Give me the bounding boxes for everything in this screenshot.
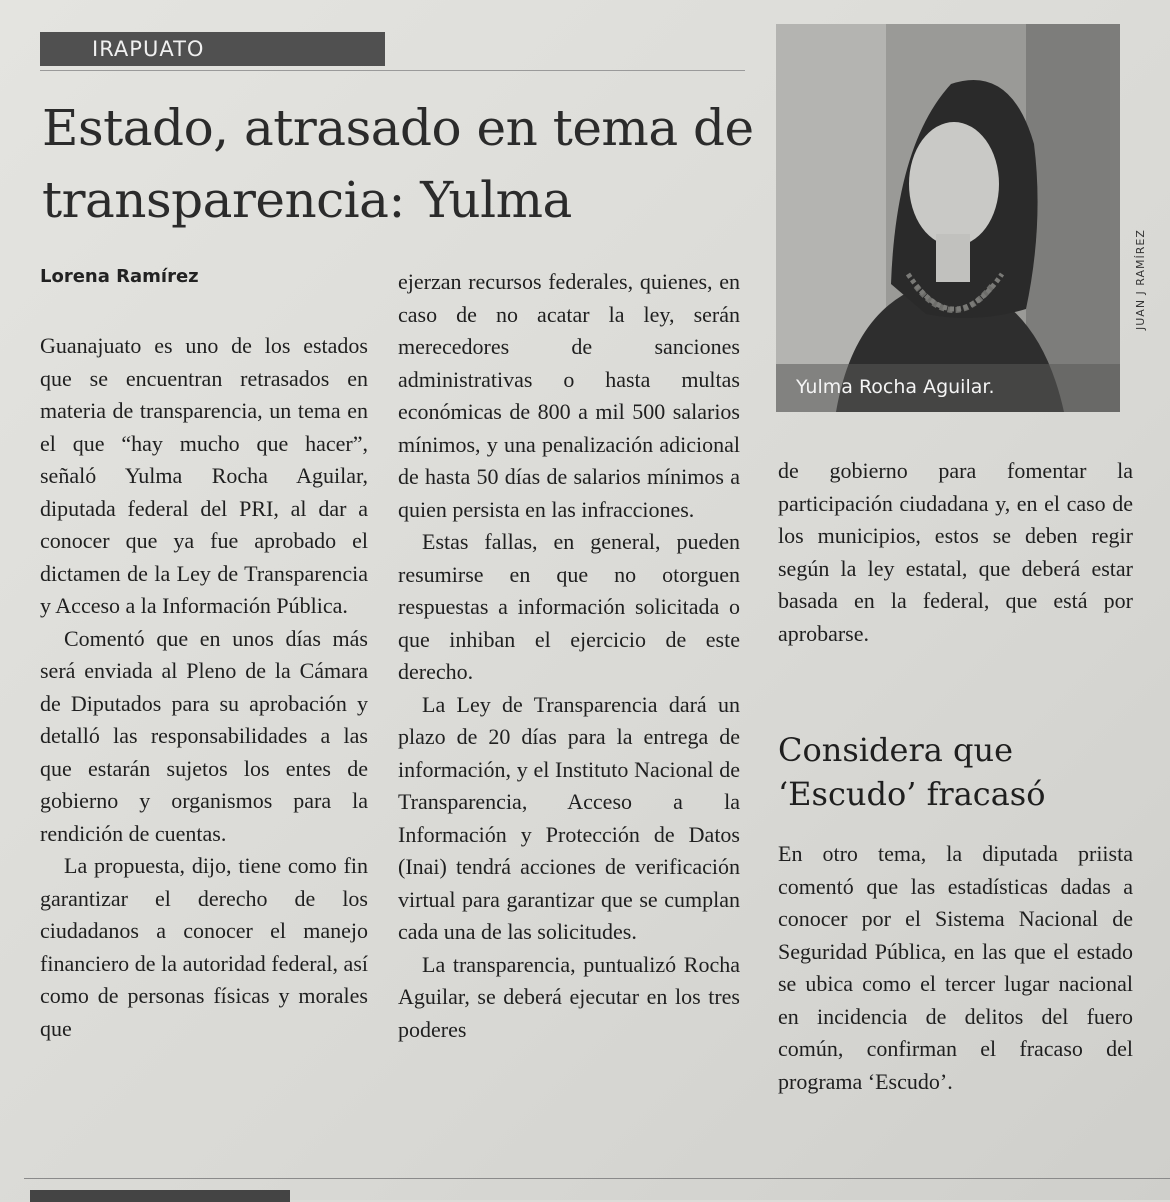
paragraph: Guanajuato es uno de los estados que se encuentran retrasados en materia de transparencia, un tema en el que “hay mucho que hacer”, señaló Yulma Rocha Aguilar, diputada federal del PRI, al dar a conocer que ya fue aprobado el dictamen de la Ley de Transparencia y Acceso a la Información Pública.: [40, 333, 368, 618]
byline: Lorena Ramírez: [40, 266, 199, 287]
photo-credit: JUAN J RAMÍREZ: [1134, 229, 1147, 330]
article-column-1: [40, 330, 368, 1045]
next-section-tag: [30, 1190, 290, 1202]
portrait-photo: [776, 24, 1120, 412]
paragraph: ejerzan recursos federales, quienes, en caso de no acatar la ley, serán merecedores de sanciones administrativas o hasta multas económicas de 800 a mil 500 salarios mínimos, y una penalización adicional de hasta 50 días de salarios mínimos a quien persista en las infracciones.: [398, 269, 740, 522]
section-rule: [40, 70, 745, 71]
photo-caption: Yulma Rocha Aguilar.: [796, 376, 995, 398]
portrait-illustration: [776, 24, 1120, 412]
paragraph: En otro tema, la diputada priista comentó que las estadísticas dadas a conocer por el Sistema Nacional de Seguridad Pública, en las que el estado se ubica como el tercer lugar nacional en incidencia de delitos del fuero común, confirman el fracaso del programa ‘Escudo’.: [778, 841, 1133, 1094]
article-column-3: [778, 455, 1133, 650]
paragraph: Estas fallas, en general, pueden resumirse en que no otorguen respuestas a información solicitada o que inhiban el ejercicio de este derecho.: [398, 529, 740, 684]
article-column-2: [398, 266, 740, 1046]
article-column-3-continued: [778, 838, 1133, 1098]
bottom-rule: [24, 1178, 1170, 1179]
paragraph: La transparencia, puntualizó Rocha Aguilar, se deberá ejecutar en los tres poderes: [398, 951, 740, 1042]
paragraph: Comentó que en unos días más será enviada al Pleno de la Cámara de Diputados para su aprobación y detalló las responsabilidades a las que estarán sujetos los entes de gobierno y organismos para la rendición de cuentas.: [40, 625, 368, 846]
paragraph: La propuesta, dijo, tiene como fin garantizar el derecho de los ciudadanos a conocer el manejo financiero de la autoridad federal, así como de personas físicas y morales que: [40, 853, 368, 1041]
section-tag: IRAPUATO: [40, 32, 385, 66]
headline: Estado, atrasado en tema de transparencia: Yulma: [42, 99, 754, 229]
paragraph: La Ley de Transparencia dará un plazo de 20 días para la entrega de información, y el Instituto Nacional de Transparencia, Acceso a la Información y Protección de Datos (Inai) tendrá acciones de verificación virtual para garantizar que se cumplan cada una de las solicitudes.: [398, 691, 740, 944]
subheading: Considera que ‘Escudo’ fracasó: [778, 731, 1046, 813]
paragraph: de gobierno para fomentar la participación ciudadana y, en el caso de los municipios, estos se deben regir según la ley estatal, que deberá estar basada en la federal, que está por aprobarse.: [778, 458, 1133, 646]
